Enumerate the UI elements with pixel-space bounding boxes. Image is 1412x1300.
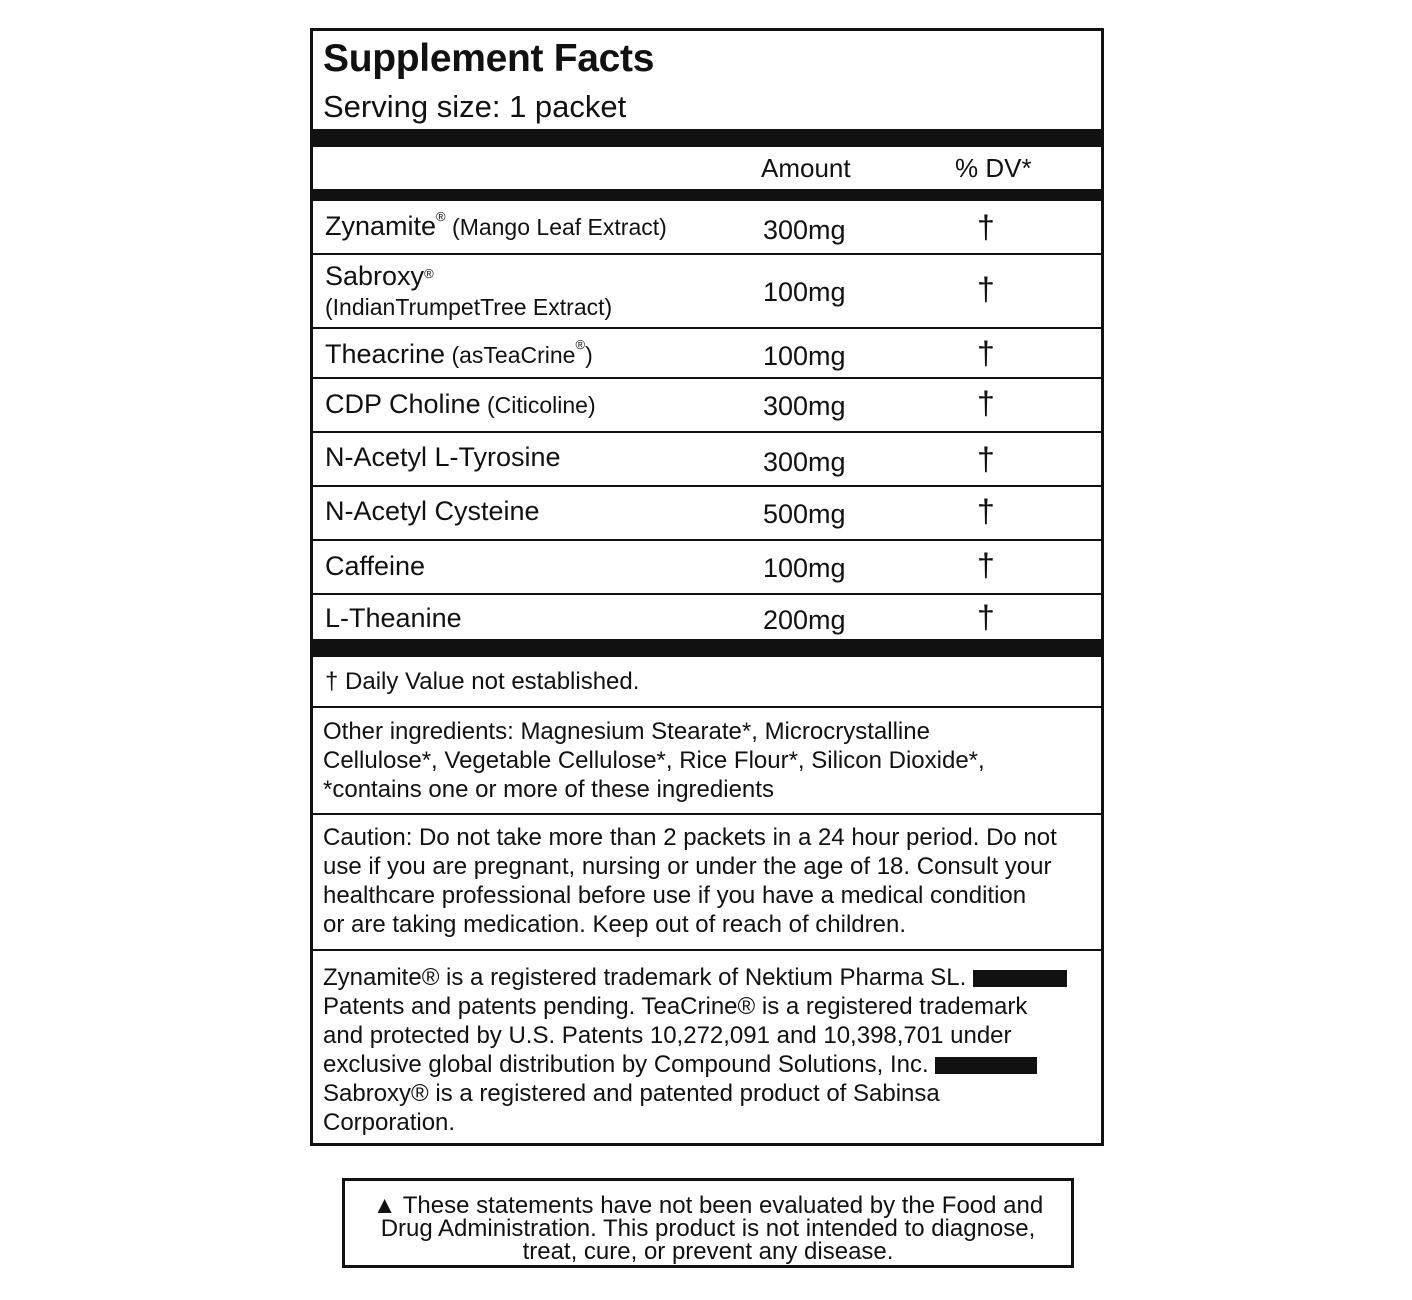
table-row [313,379,1101,431]
dagger-icon: † [977,547,995,583]
table-row [313,255,1101,327]
table-row [313,201,1101,253]
table-row [313,487,1101,539]
fda-disclaimer-box: ▲ These statements have not been evaluated by the Food and Drug Administration. This product is not intended to diagnose, treat, cure, or prevent any disease. [342,1178,1074,1268]
table-row [313,329,1101,377]
caution-text: Caution: Do not take more than 2 packets in a 24 hour period. Do not use if you are pregnant, nursing or under the age of 18. Consult your healthcare professional before use if you have a medical condition or are taking medication. Keep out of reach of children. [323,824,1057,938]
ingredient-amount: 100mg [763,341,846,371]
registered-mark: ® [424,266,434,281]
ingredient-amount: 100mg [763,277,846,307]
table-row [313,541,1101,593]
other-ingredients: Other ingredients: Magnesium Stearate*, Microcrystalline Cellulose*, Vegetable Cellulose*, Rice Flour*, Silicon Dioxide*, *contains one or more of these ingredients [323,718,985,803]
column-header-amount: Amount [761,153,851,183]
ingredient-name: Theacrine (asTeaCrine®) [325,337,593,369]
serving-size: Serving size: 1 packet [323,89,627,124]
thick-divider-bottom [313,639,1101,657]
ingredient-name: CDP Choline (Citicoline) [325,389,596,419]
ingredient-amount: 300mg [763,391,846,421]
trademark-text: Zynamite® is a registered trademark of Nektium Pharma SL. Patents and patents pending. TeaCrine® is a registered trademark and protected by U.S. Patents 10,272,091 and 10,398,701 under exclusive global distribution by Compound Solutions, Inc. Sabroxy® is a registered and patented product of Sabinsa Corporation. [323,963,1099,1137]
thick-divider-top [313,129,1101,147]
ingredient-amount: 100mg [763,553,846,583]
ingredient-name: L-Theanine [325,603,462,633]
ingredient-name: Caffeine [325,551,426,581]
column-header-dv: % DV* [955,153,1032,183]
registered-mark: ® [436,209,446,224]
section-divider [313,949,1101,951]
panel-title: Supplement Facts [323,37,655,80]
ingredient-amount: 300mg [763,215,846,245]
dagger-icon: † [977,441,995,477]
table-row [313,595,1101,639]
supplement-facts-panel [310,28,1104,1146]
thick-divider-header [313,189,1101,201]
dagger-icon: † [977,335,995,371]
registered-mark: ® [575,337,586,352]
ingredient-name: Sabroxy® (IndianTrumpetTree Extract) [325,261,613,320]
section-divider [313,813,1101,815]
redaction-bar [973,970,1067,987]
dagger-icon: † [977,599,995,635]
dagger-icon: † [977,493,995,529]
redaction-bar [935,1057,1037,1074]
ingredient-name: N-Acetyl Cysteine [325,496,540,526]
dagger-icon: † [977,385,995,421]
ingredient-name: Zynamite® (Mango Leaf Extract) [325,209,667,241]
ingredient-amount: 200mg [763,605,846,635]
ingredient-amount: 300mg [763,447,846,477]
daily-value-footnote: † Daily Value not established. [325,668,640,695]
section-divider [313,706,1101,708]
dagger-icon: † [977,271,995,307]
ingredient-name: N-Acetyl L-Tyrosine [325,442,561,472]
table-row [313,433,1101,485]
dagger-icon: † [977,209,995,245]
ingredient-amount: 500mg [763,499,846,529]
